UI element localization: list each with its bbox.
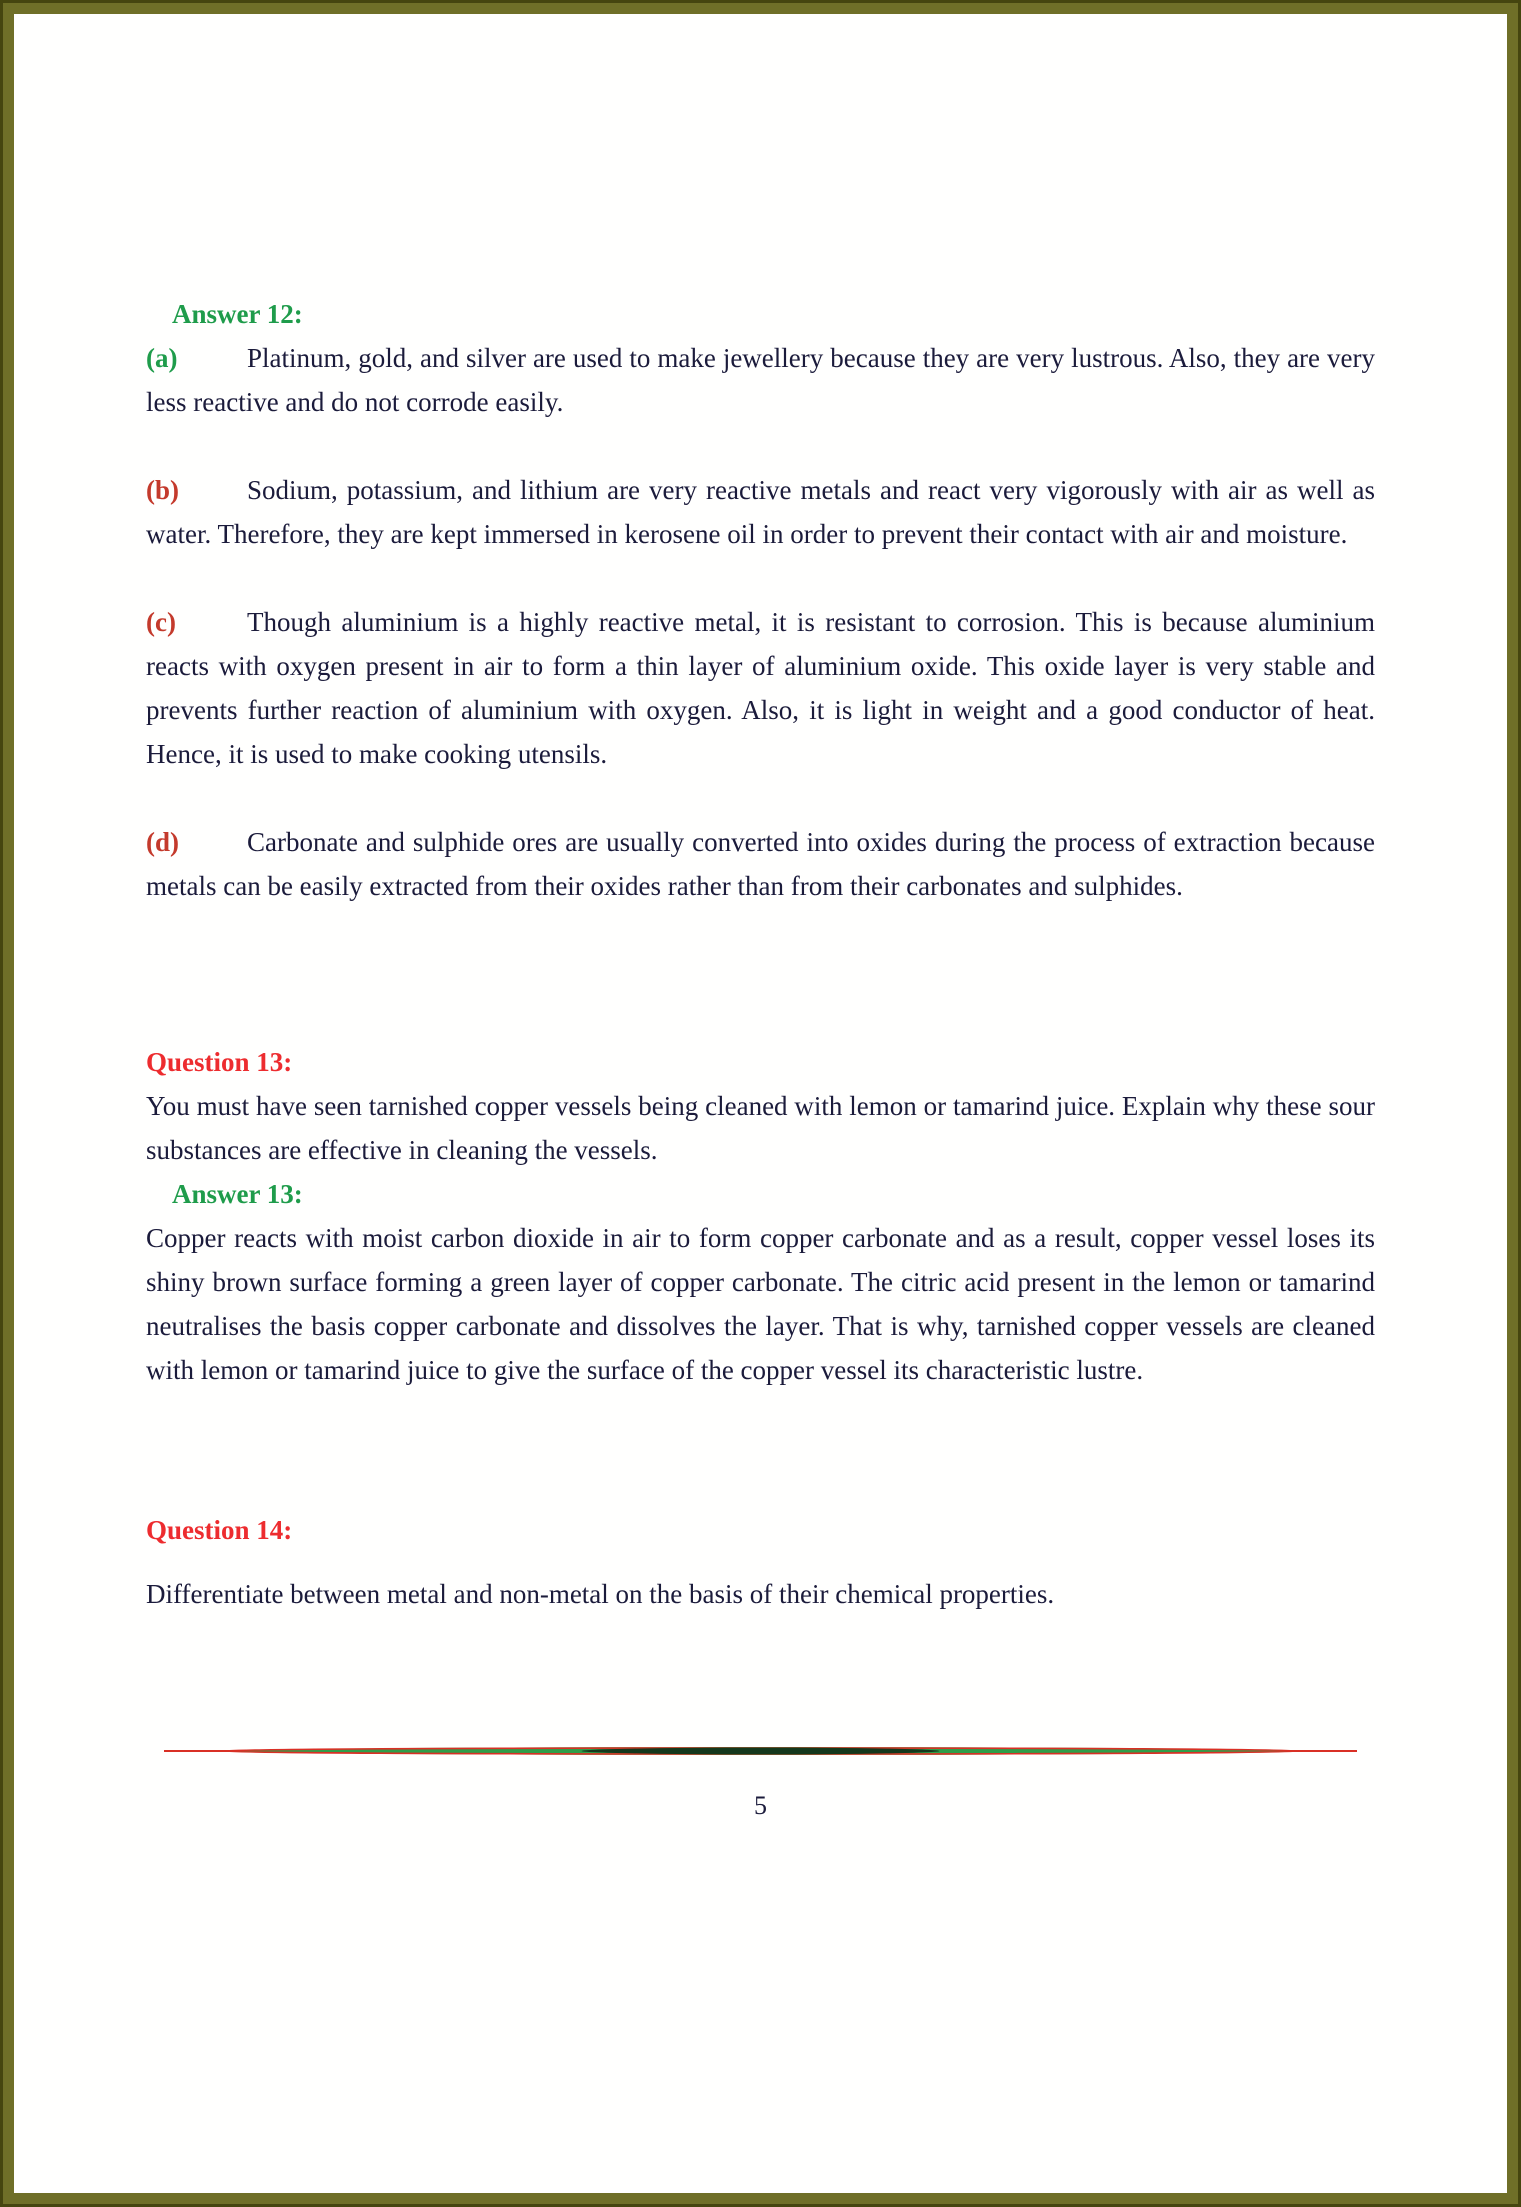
question-13-heading: Question 13:	[146, 1047, 293, 1077]
question-14-heading: Question 14:	[146, 1515, 293, 1545]
part-b-label: (b)	[146, 475, 179, 505]
document-page	[14, 14, 1507, 2193]
page-number: 5	[754, 1791, 767, 1820]
decorative-divider	[146, 1744, 1375, 1758]
part-d-label: (d)	[146, 827, 179, 857]
page-content	[14, 14, 1507, 1828]
answer-12-part-b	[146, 468, 1375, 556]
answer-13-heading: Answer 13:	[172, 1179, 303, 1209]
part-a-text: Platinum, gold, and silver are used to make jewellery because they are very lustrous. Also, they are very less reactive and do not corrode easily.	[146, 343, 1375, 417]
divider-ornament-icon	[164, 1744, 1357, 1758]
part-a-label: (a)	[146, 343, 178, 373]
part-c-text: Though aluminium is a highly reactive metal, it is resistant to corrosion. This is because aluminium reacts with oxygen present in air to form a thin layer of aluminium oxide. This oxide layer is very stable and prevents further reaction of aluminium with oxygen. Also, it is light in weight and a good conductor of heat. Hence, it is used to make cooking utensils.	[146, 607, 1375, 769]
answer-13-section	[146, 1172, 1375, 1392]
part-b-text: Sodium, potassium, and lithium are very reactive metals and react very vigorously with air as well as water. Therefore, they are kept immersed in kerosene oil in order to prevent their contact with air and moisture.	[146, 475, 1375, 549]
part-c-label: (c)	[146, 607, 176, 637]
answer-13-text: Copper reacts with moist carbon dioxide in air to form copper carbonate and as a result, copper vessel loses its shiny brown surface forming a green layer of copper carbonate. The citric acid present in the lemon or tamarind neutralises the basis copper carbonate and dissolves the layer. That is why, tarnished copper vessels are cleaned with lemon or tamarind juice to give the surface of the copper vessel its characteristic lustre.	[146, 1223, 1375, 1385]
answer-12-section	[146, 292, 1375, 908]
answer-12-part-d	[146, 820, 1375, 908]
answer-12-heading: Answer 12:	[172, 299, 303, 329]
question-14-text: Differentiate between metal and non-metal on the basis of their chemical properties.	[146, 1579, 1055, 1609]
question-13-text: You must have seen tarnished copper vessels being cleaned with lemon or tamarind juice. Explain why these sour substances are effective in cleaning the vessels.	[146, 1091, 1375, 1165]
question-14-section	[146, 1508, 1375, 1616]
question-13-section	[146, 1040, 1375, 1172]
answer-12-part-a	[146, 336, 1375, 424]
part-d-text: Carbonate and sulphide ores are usually converted into oxides during the process of extraction because metals can be easily extracted from their oxides rather than from their carbonates and sulphides.	[146, 827, 1375, 901]
answer-12-part-c	[146, 600, 1375, 776]
